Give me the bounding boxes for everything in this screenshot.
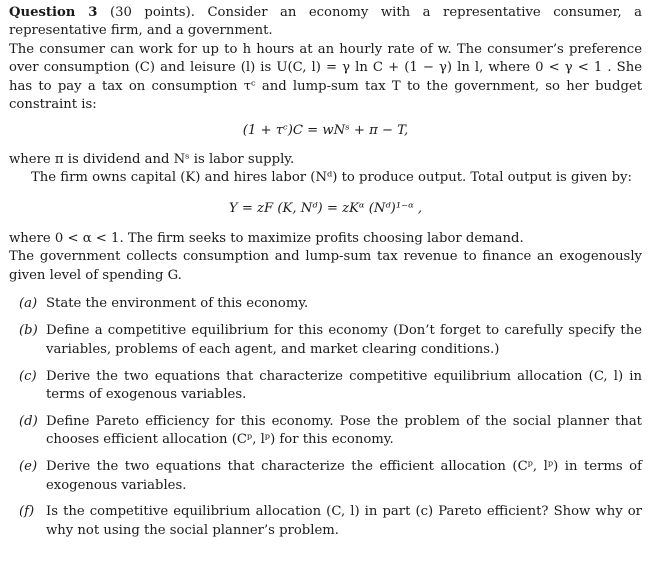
- question-parts-list: [9, 295, 642, 540]
- production-function-equation: Y = zF (K, Nᵈ) = zKᵅ (Nᵈ)¹⁻ᵅ ,: [228, 200, 423, 216]
- firm-after-text: where 0 < α < 1. The firm seeks to maximize profits choosing labor demand.: [9, 231, 524, 247]
- question-part-d: [19, 413, 642, 450]
- government-paragraph: The government collects consumption and lump-sum tax revenue to finance an exogenously given level of spending G.: [9, 249, 642, 283]
- question-part-c: [19, 368, 642, 405]
- consumer-after-text: where π is dividend and Nˢ is labor supply.: [9, 151, 295, 167]
- question-part-e: [19, 458, 642, 495]
- part-text: Is the competitive equilibrium allocation (C, l) in part (c) Pareto efficient? Show why or why not using the social planner’s problem.: [46, 504, 642, 538]
- part-label: (f): [19, 504, 35, 520]
- part-text: Define Pareto efficiency for this economy. Pose the problem of the social planner that chooses efficient allocation (Cᵖ, lᵖ) for this economy.: [46, 413, 642, 448]
- question-part-b: [19, 322, 642, 359]
- question-part-f: [19, 503, 642, 540]
- part-text: Derive the two equations that characterize competitive equilibrium allocation (C, l) in terms of exogenous variables.: [46, 368, 642, 402]
- question-intro: [9, 4, 642, 41]
- budget-constraint-equation: (1 + τᶜ)C = wNˢ + π − T,: [242, 123, 409, 139]
- part-label: (e): [19, 459, 38, 475]
- question-heading: Question 3: [9, 5, 98, 20]
- part-label: (d): [19, 413, 38, 429]
- firm-paragraph: The firm owns capital (K) and hires labor (Nᵈ) to produce output. Total output is given by:: [31, 170, 632, 186]
- part-text: Define a competitive equilibrium for this economy (Don’t forget to carefully specify the variables, problems of each agent, and market clearing conditions.): [46, 323, 642, 357]
- part-label: (b): [19, 323, 38, 339]
- part-label: (c): [19, 368, 37, 384]
- question-part-a: [19, 295, 642, 313]
- consumer-paragraph: The consumer can work for up to h hours at an hourly rate of w. The consumer’s preference over consumption (C) and leisure (l) is U(C, l) = γ ln C + (1 − γ) ln l, where 0 < γ < 1 . She has to pay a tax on consumption τᶜ and lump-sum tax T to the government, so her budget constraint is:: [9, 41, 642, 113]
- part-text: Derive the two equations that characterize the efficient allocation (Cᵖ, lᵖ) in terms of exogenous variables.: [46, 459, 642, 493]
- question-intro-text: Consider an economy with a representative consumer, a representative firm, and a government.: [9, 5, 643, 39]
- question-points: (30 points).: [109, 5, 195, 20]
- part-label: (a): [19, 296, 38, 312]
- part-text: State the environment of this economy.: [46, 296, 309, 312]
